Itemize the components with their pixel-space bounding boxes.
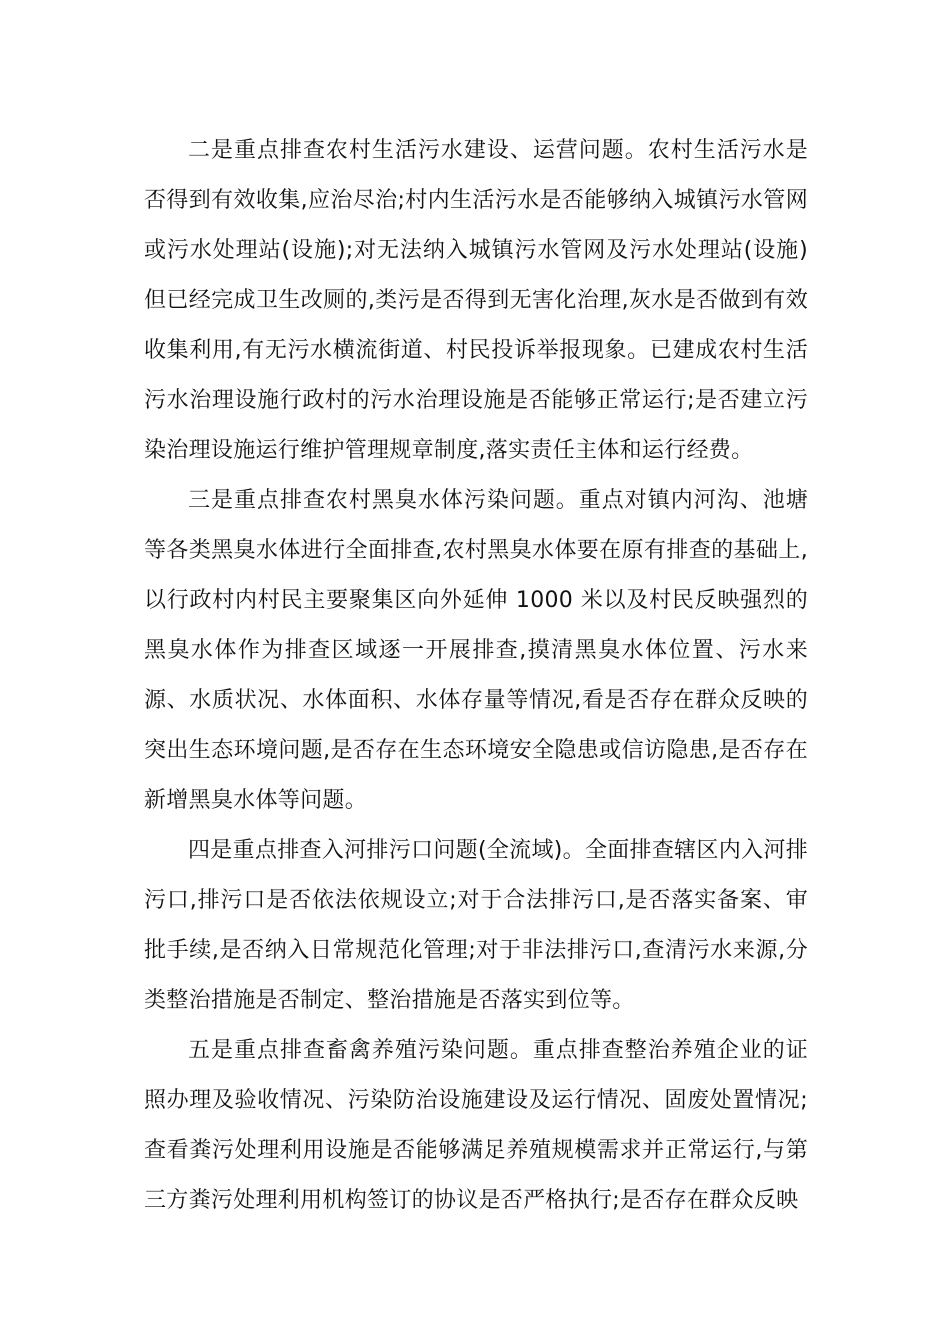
document-body (144, 126, 808, 1226)
paragraph-black-odorous-water: 三是重点排查农村黑臭水体污染问题。重点对镇内河沟、池塘等各类黑臭水体进行全面排查,农村黑臭水体要在原有排查的基础上,以行政村内村民主要聚集区向外延伸 1000 米以及村民反映强烈的黑臭水体作为排查区域逐一开展排查,摸清黑臭水体位置、污水来源、水质状况、水体面积、水体存量等情况,看是否存在群众反映的突出生态环境问题,是否存在生态环境安全隐患或信访隐患,是否存在新增黑臭水体等问题。 (144, 488, 808, 813)
paragraph-livestock-pollution: 五是重点排查畜禽养殖污染问题。重点排查整治养殖企业的证照办理及验收情况、污染防治设施建设及运行情况、固废处置情况;查看粪污处理利用设施是否能够满足养殖规模需求并正常运行,与第三方粪污处理利用机构签订的协议是否严格执行;是否存在群众反映 (144, 1038, 808, 1213)
paragraph-sewage-outlets: 四是重点排查入河排污口问题(全流域)。全面排查辖区内入河排污口,排污口是否依法依规设立;对于合法排污口,是否落实备案、审批手续,是否纳入日常规范化管理;对于非法排污口,查清污水来源,分类整治措施是否制定、整治措施是否落实到位等。 (144, 838, 808, 1013)
paragraph-rural-sewage: 二是重点排查农村生活污水建设、运营问题。农村生活污水是否得到有效收集,应治尽治;村内生活污水是否能够纳入城镇污水管网或污水处理站(设施);对无法纳入城镇污水管网及污水处理站(设施)但已经完成卫生改厕的,类污是否得到无害化治理,灰水是否做到有效收集利用,有无污水横流街道、村民投诉举报现象。已建成农村生活污水治理设施行政村的污水治理设施是否能够正常运行;是否建立污染治理设施运行维护管理规章制度,落实责任主体和运行经费。 (144, 138, 808, 463)
